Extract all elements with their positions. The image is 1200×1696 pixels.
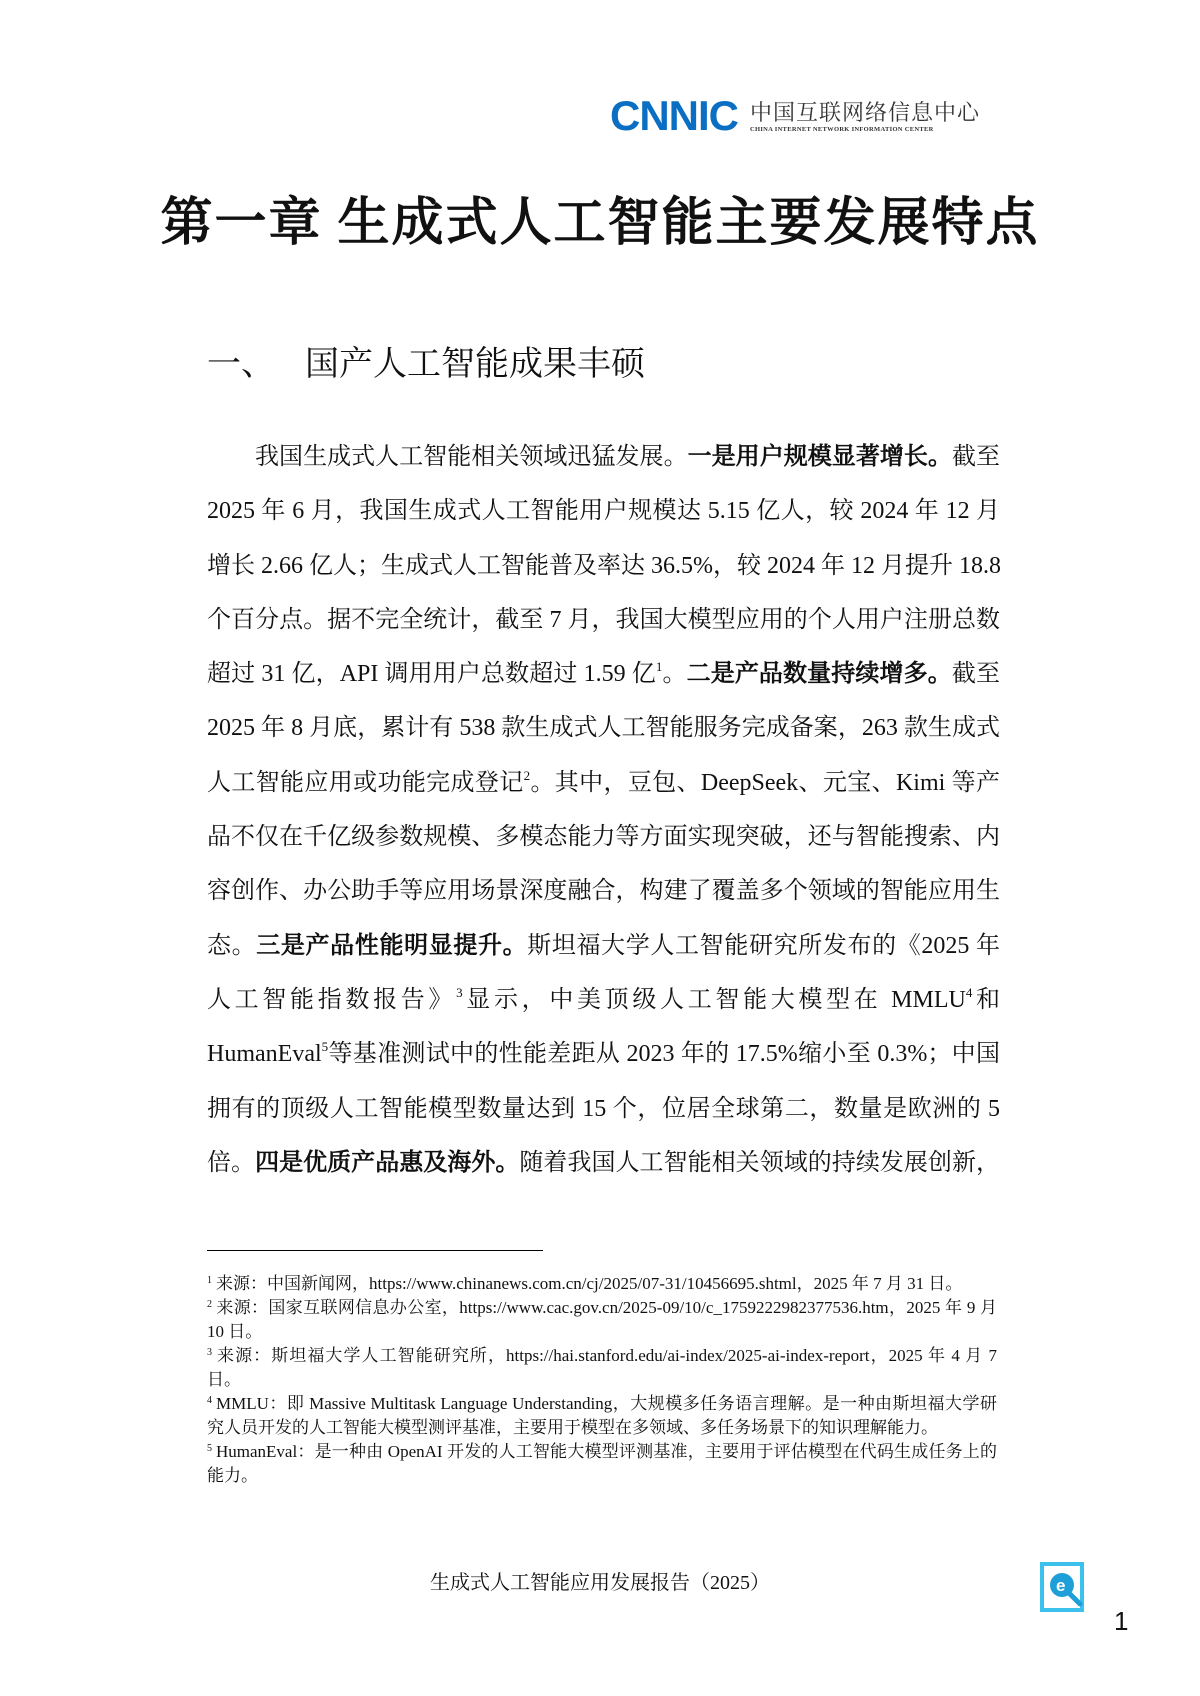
chapter-title: 第一章 生成式人工智能主要发展特点 — [160, 195, 1040, 252]
text-run: 斯坦福大学人工智能研究所发布的《2025 年 — [527, 932, 1001, 959]
footnote-text: 来源：国家互联网信息办公室，https://www.cac.gov.cn/2025-09/10/c_1759222982377536.htm，2025 年 9 月 10 日。 — [207, 1298, 997, 1341]
text-run: 。 — [662, 661, 687, 688]
text-run: 倍。 — [207, 1149, 256, 1176]
footnote-text: MMLU：即 Massive Multitask Language Understanding，大规模多任务语言理解。是一种由斯坦福大学研究人员开发的人工智能大模型测评基准，主要用于模型在多领域、多任务场景下的知识理解能力。 — [207, 1394, 997, 1437]
text-line — [207, 647, 1000, 701]
text-run: 容创作、办公助手等应用场景深度融合，构建了覆盖多个领域的智能应用生 — [207, 878, 1000, 905]
footnote-ref: 2 — [523, 767, 531, 783]
text-run: 人工智能指数报告》 — [207, 986, 457, 1013]
footer-report-title: 生成式人工智能应用发展报告（2025） — [430, 1572, 770, 1594]
page-number: 1 — [1114, 1606, 1129, 1636]
footnotes — [207, 1272, 997, 1488]
section-number: 一、 — [207, 344, 275, 384]
bold-lead: 二是产品数量持续增多。 — [686, 661, 952, 688]
text-line — [207, 756, 1000, 810]
cnnic-logo — [610, 92, 981, 139]
text-run: 等基准测试中的性能差距从 2023 年的 17.5%缩小至 0.3%；中国 — [328, 1041, 1000, 1068]
footnote-text: 来源：斯坦福大学人工智能研究所，https://hai.stanford.edu/ai-index/2025-ai-index-report，2025 年 4 月 7 日。 — [207, 1346, 997, 1389]
logo-mark: CNNIC — [610, 92, 738, 139]
text-line — [207, 810, 1000, 864]
text-run: 我国生成式人工智能相关领域迅猛发展。 — [255, 444, 688, 470]
footnote-number: 4 — [207, 1395, 212, 1406]
footnote-number: 3 — [207, 1347, 212, 1358]
footnote-ref: 3 — [456, 984, 463, 1000]
text-run: 个百分点。据不完全统计，截至 7 月，我国大模型应用的个人用户注册总数 — [207, 606, 1000, 633]
footnote — [207, 1440, 997, 1488]
footnote-ref: 4 — [965, 984, 973, 1000]
section-title: 国产人工智能成果丰硕 — [305, 344, 645, 384]
footnote-divider — [207, 1250, 543, 1251]
text-run: 和 — [972, 986, 1001, 1013]
footnote-text: 来源：中国新闻网，https://www.chinanews.com.cn/cj/2025/07-31/10456695.shtml，2025 年 7 月 31 日。 — [216, 1274, 963, 1293]
logo-en-name: CHINA INTERNET NETWORK INFORMATION CENTER — [750, 125, 934, 133]
footnote — [207, 1272, 997, 1296]
search-e-icon — [1040, 1562, 1086, 1614]
text-line — [207, 593, 1000, 647]
footnote-ref: 1 — [655, 659, 663, 675]
bold-lead: 四是优质产品惠及海外。 — [255, 1149, 520, 1176]
text-line — [207, 430, 1000, 484]
footnote-number: 2 — [207, 1299, 212, 1310]
footnote-ref: 5 — [321, 1039, 329, 1055]
text-run: 超过 31 亿，API 调用用户总数超过 1.59 亿 — [207, 661, 656, 688]
footnote-number: 1 — [207, 1275, 212, 1286]
text-line — [207, 1027, 1000, 1081]
bold-lead: 三是产品性能明显提升。 — [256, 932, 528, 959]
text-line — [207, 1082, 1000, 1136]
text-run: 截至 — [951, 444, 1001, 470]
text-line — [207, 484, 1000, 538]
text-run: HumanEval — [207, 1041, 322, 1068]
text-run: 品不仅在千亿级参数规模、多模态能力等方面实现突破，还与智能搜索、内 — [207, 824, 1000, 851]
section-heading — [207, 336, 645, 385]
footnote-number: 5 — [207, 1443, 212, 1454]
svg-text:e: e — [1056, 1576, 1066, 1595]
text-line — [207, 919, 1000, 973]
text-run: 。其中，豆包、DeepSeek、元宝、Kimi 等产 — [530, 769, 1001, 796]
text-line — [207, 864, 1000, 918]
text-line — [207, 701, 1000, 755]
body-paragraph — [207, 430, 1000, 1190]
text-run: 随着我国人工智能相关领域的持续发展创新， — [519, 1149, 1000, 1176]
text-run: 2025 年 6 月，我国生成式人工智能用户规模达 5.15 亿人，较 2024 年 12 月 — [207, 498, 1000, 525]
footnote-text: HumanEval：是一种由 OpenAI 开发的人工智能大模型评测基准，主要用于评估模型在代码生成任务上的能力。 — [207, 1442, 997, 1485]
text-line — [207, 539, 1000, 593]
text-run: 显示，中美顶级人工智能大模型在 MMLU — [462, 986, 966, 1013]
text-run: 2025 年 8 月底，累计有 538 款生成式人工智能服务完成备案，263 款生成式 — [207, 715, 1000, 742]
footnote — [207, 1296, 997, 1344]
bold-lead: 一是用户规模显著增长。 — [687, 444, 952, 470]
text-run: 截至 — [951, 661, 1001, 688]
text-line — [207, 973, 1000, 1027]
footnote — [207, 1344, 997, 1392]
footnote — [207, 1392, 997, 1440]
text-run: 人工智能应用或功能完成登记 — [207, 769, 524, 796]
text-run: 拥有的顶级人工智能模型数量达到 15 个，位居全球第二，数量是欧洲的 5 — [207, 1095, 1000, 1122]
text-run: 态。 — [207, 932, 257, 959]
logo-cn-name: 中国互联网络信息中心 — [750, 99, 981, 125]
text-line — [207, 1136, 1000, 1190]
text-run: 增长 2.66 亿人；生成式人工智能普及率达 36.5%，较 2024 年 12 月提升 18.8 — [207, 552, 1001, 579]
